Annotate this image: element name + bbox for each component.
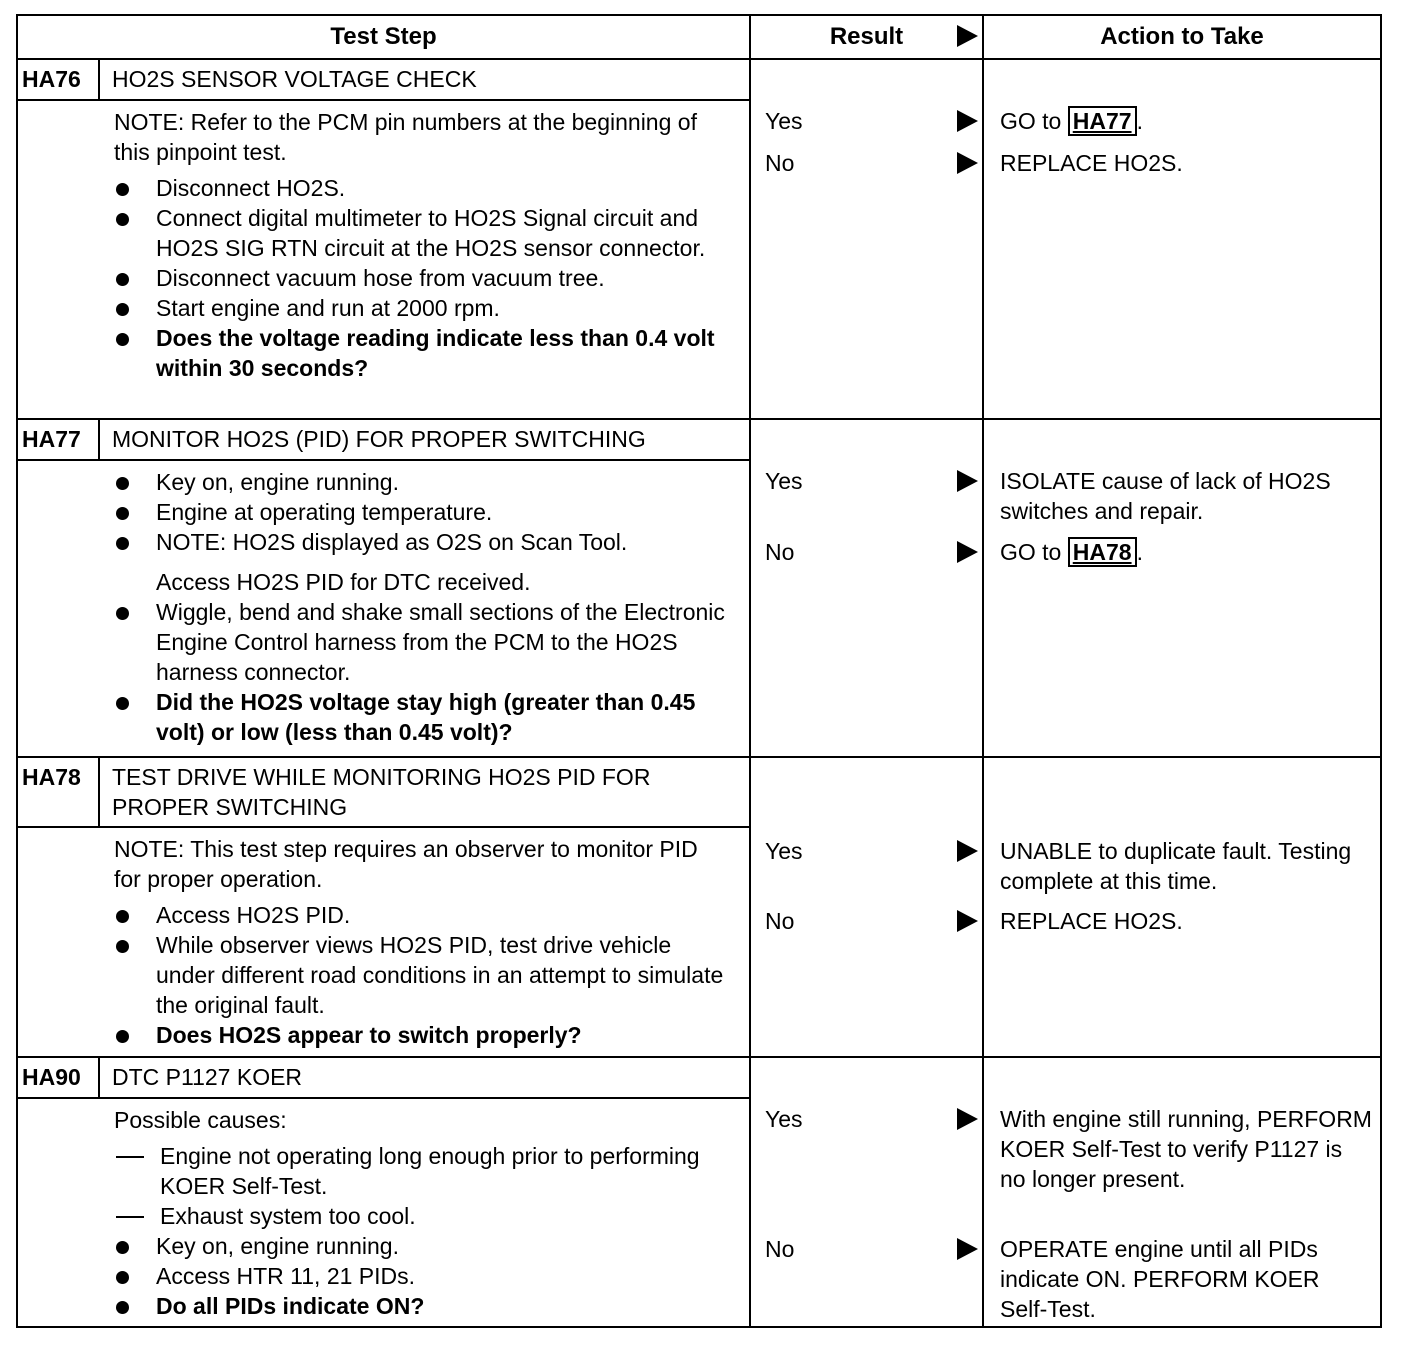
list-item: Engine at operating temperature. (114, 497, 729, 527)
step-title-row (18, 420, 749, 461)
bullet-icon (116, 477, 129, 490)
list-continuation: Access HO2S PID for DTC received. (156, 569, 531, 595)
step-id: HA90 (18, 1058, 100, 1097)
step-link-ha78[interactable]: HA78 (1068, 537, 1137, 567)
header-result-label: Result (829, 23, 904, 50)
result-cell (751, 758, 984, 1056)
bullet-icon (116, 697, 129, 710)
step-body (18, 461, 749, 755)
test-step-cell (18, 758, 751, 1056)
list-item-question: Does HO2S appear to switch properly? (114, 1020, 729, 1050)
list-item: Key on, engine running. (114, 1231, 729, 1261)
list-item: Wiggle, bend and shake small sections of the Electronic Engine Control harness from the PCM to the HO2S harness connector. (114, 597, 729, 687)
arrow-right-icon (957, 840, 978, 862)
action-yes: ISOLATE cause of lack of HO2S switches and repair. (1000, 468, 1331, 524)
list-item: Connect digital multimeter to HO2S Signal circuit and HO2S SIG RTN circuit at the HO2S sensor connector. (114, 203, 729, 263)
step-link-ha77[interactable]: HA77 (1068, 106, 1137, 136)
action-yes: With engine still running, PERFORM KOER Self-Test to verify P1127 is no longer present. (1000, 1106, 1372, 1192)
bullet-icon (116, 537, 129, 550)
bullet-icon (116, 910, 129, 923)
step-body (18, 1099, 749, 1329)
step-body (18, 101, 749, 391)
result-no: No (765, 539, 795, 565)
list-item: Disconnect HO2S. (114, 173, 729, 203)
list-item: Access HTR 11, 21 PIDs. (114, 1261, 729, 1291)
bullet-icon (116, 507, 129, 520)
bullet-icon (116, 303, 129, 316)
bullet-icon (116, 1030, 129, 1043)
list-item: Key on, engine running. (114, 467, 729, 497)
action-no: REPLACE HO2S. (1000, 150, 1183, 176)
bullet-icon (116, 213, 129, 226)
action-cell (984, 420, 1380, 756)
action-no: REPLACE HO2S. (1000, 908, 1183, 934)
bullet-icon (116, 940, 129, 953)
arrow-right-icon (957, 470, 978, 492)
list-item: Access HO2S PID. (114, 900, 729, 930)
list-item-question: Do all PIDs indicate ON? (114, 1291, 729, 1321)
step-note: NOTE: This test step requires an observer to monitor PID for proper operation. (114, 836, 698, 892)
action-cell (984, 758, 1380, 1056)
result-cell (751, 60, 984, 418)
arrow-right-icon (957, 1238, 978, 1260)
header-test-step: Test Step (18, 16, 751, 58)
result-no: No (765, 1236, 795, 1262)
header-result (751, 16, 984, 58)
action-yes: UNABLE to duplicate fault. Testing complete at this time. (1000, 838, 1352, 894)
list-item: NOTE: HO2S displayed as O2S on Scan Tool. (114, 527, 729, 557)
header-action: Action to Take (1100, 23, 1264, 50)
bullet-icon (116, 1301, 129, 1314)
step-ha90 (18, 1058, 1380, 1326)
list-item-question: Does the voltage reading indicate less than 0.4 volt within 30 seconds? (114, 323, 729, 383)
test-step-cell (18, 1058, 751, 1326)
action-no: GO to HA78 . (1000, 539, 1143, 565)
step-id: HA78 (18, 758, 100, 826)
result-yes: Yes (765, 108, 803, 134)
step-title-row (18, 60, 749, 101)
step-note: NOTE: Refer to the PCM pin numbers at the beginning of this pinpoint test. (114, 109, 697, 165)
test-step-cell (18, 60, 751, 418)
arrow-right-icon (957, 152, 978, 174)
result-yes: Yes (765, 838, 803, 864)
list-item: Disconnect vacuum hose from vacuum tree. (114, 263, 729, 293)
result-yes: Yes (765, 1106, 803, 1132)
step-title: TEST DRIVE WHILE MONITORING HO2S PID FOR PROPER SWITCHING (112, 764, 651, 820)
bullet-icon (116, 1271, 129, 1284)
step-ha78 (18, 758, 1380, 1058)
arrow-right-icon (957, 25, 978, 47)
step-title-row (18, 1058, 749, 1099)
step-title: MONITOR HO2S (PID) FOR PROPER SWITCHING (112, 426, 646, 452)
result-cell (751, 420, 984, 756)
arrow-right-icon (957, 910, 978, 932)
pinpoint-test-table (16, 14, 1382, 1328)
dash-icon (116, 1156, 144, 1158)
action-yes: GO to HA77 . (1000, 108, 1143, 134)
table-header (18, 16, 1380, 60)
bullet-icon (116, 1241, 129, 1254)
result-cell (751, 1058, 984, 1326)
result-no: No (765, 908, 795, 934)
dash-icon (116, 1216, 144, 1218)
result-yes: Yes (765, 468, 803, 494)
bullet-icon (116, 183, 129, 196)
result-no: No (765, 150, 795, 176)
step-title: DTC P1127 KOER (112, 1064, 303, 1090)
step-intro: Possible causes: (114, 1107, 287, 1133)
list-item-dash: Engine not operating long enough prior to performing KOER Self-Test. (114, 1141, 729, 1201)
step-ha76 (18, 60, 1380, 420)
bullet-icon (116, 273, 129, 286)
list-item: Start engine and run at 2000 rpm. (114, 293, 729, 323)
step-title: HO2S SENSOR VOLTAGE CHECK (112, 66, 477, 92)
step-id: HA77 (18, 420, 100, 459)
bullet-icon (116, 333, 129, 346)
arrow-right-icon (957, 1108, 978, 1130)
step-body (18, 828, 749, 1058)
action-no: OPERATE engine until all PIDs indicate ON. PERFORM KOER Self-Test. (1000, 1236, 1320, 1322)
arrow-right-icon (957, 541, 978, 563)
bullet-icon (116, 607, 129, 620)
list-item: While observer views HO2S PID, test drive vehicle under different road conditions in an attempt to simulate the original fault. (114, 930, 729, 1020)
list-item-question: Did the HO2S voltage stay high (greater than 0.45 volt) or low (less than 0.45 volt)? (114, 687, 729, 747)
step-title-row (18, 758, 749, 828)
action-cell (984, 1058, 1380, 1326)
test-step-cell (18, 420, 751, 756)
arrow-right-icon (957, 110, 978, 132)
list-item-dash: Exhaust system too cool. (114, 1201, 729, 1231)
action-cell (984, 60, 1380, 418)
step-id: HA76 (18, 60, 100, 99)
step-ha77 (18, 420, 1380, 758)
